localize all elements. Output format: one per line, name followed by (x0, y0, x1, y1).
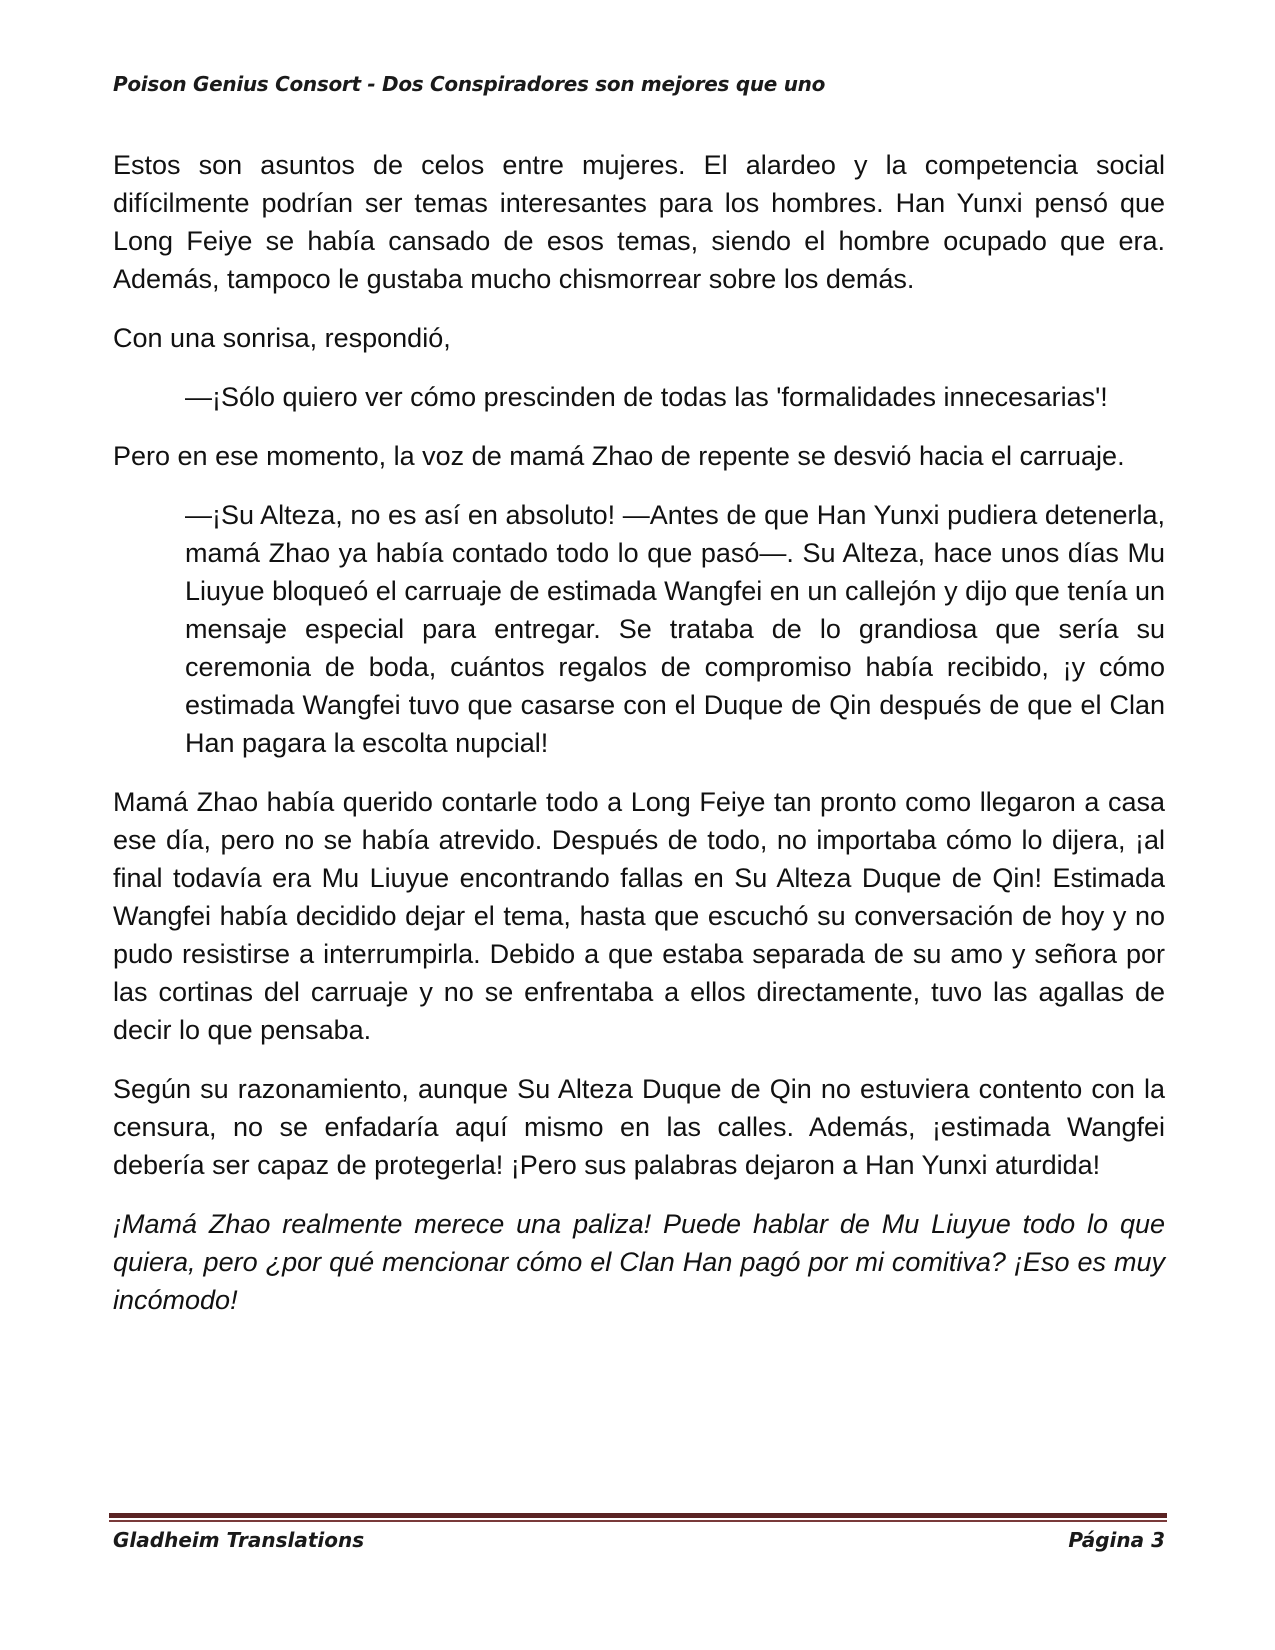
footer-divider (109, 1513, 1167, 1522)
paragraph: Pero en ese momento, la voz de mamá Zhao de repente se desvió hacia el carruaje. (113, 441, 1125, 471)
page-header-title: Poison Genius Consort - Dos Conspiradores son mejores que uno (113, 72, 826, 96)
dialogue-paragraph: —¡Sólo quiero ver cómo prescinden de todas las 'formalidades innecesarias'! (185, 382, 1108, 412)
paragraph: Estos son asuntos de celos entre mujeres. El alardeo y la competencia social difícilmente podrían ser temas interesantes para los hombres. Han Yunxi pensó que Long Feiye se había cansado de esos temas, siendo el hombre ocupado que era. Además, tampoco le gustaba mucho chismorrear sobre los demás. (113, 150, 1165, 294)
footer-publisher: Gladheim Translations (113, 1528, 365, 1552)
footer-page-number: Página 3 (1068, 1528, 1165, 1552)
paragraph: Con una sonrisa, respondió, (113, 323, 451, 353)
paragraph: Según su razonamiento, aunque Su Alteza Duque de Qin no estuviera contento con la censura, no se enfadaría aquí mismo en las calles. Además, ¡estimada Wangfei debería ser capaz de protegerla! ¡Pero sus palabras dejaron a Han Yunxi aturdida! (113, 1074, 1165, 1180)
paragraph: Mamá Zhao había querido contarle todo a Long Feiye tan pronto como llegaron a casa ese día, pero no se había atrevido. Después de todo, no importaba cómo lo dijera, ¡al final todavía era Mu Liuyue encontrando fallas en Su Alteza Duque de Qin! Estimada Wangfei había decidido dejar el tema, hasta que escuchó su conversación de hoy y no pudo resistirse a interrumpirla. Debido a que estaba separada de su amo y señora por las cortinas del carruaje y no se enfrentaba a ellos directamente, tuvo las agallas de decir lo que pensaba. (113, 787, 1165, 1045)
dialogue-paragraph: —¡Su Alteza, no es así en absoluto! —Antes de que Han Yunxi pudiera detenerla, mamá Zhao ya había contado todo lo que pasó—. Su Alteza, hace unos días Mu Liuyue bloqueó el carruaje de estimada Wangfei en un callejón y dijo que tenía un mensaje especial para entregar. Se trataba de lo grandiosa que sería su ceremonia de boda, cuántos regalos de compromiso había recibido, ¡y cómo estimada Wangfei tuvo que casarse con el Duque de Qin después de que el Clan Han pagara la escolta nupcial! (185, 500, 1165, 758)
body-text (113, 146, 1165, 1340)
thought-paragraph: ¡Mamá Zhao realmente merece una paliza! Puede hablar de Mu Liuyue todo lo que quiera, pero ¿por qué mencionar cómo el Clan Han pagó por mi comitiva? ¡Eso es muy incómodo! (113, 1209, 1165, 1315)
